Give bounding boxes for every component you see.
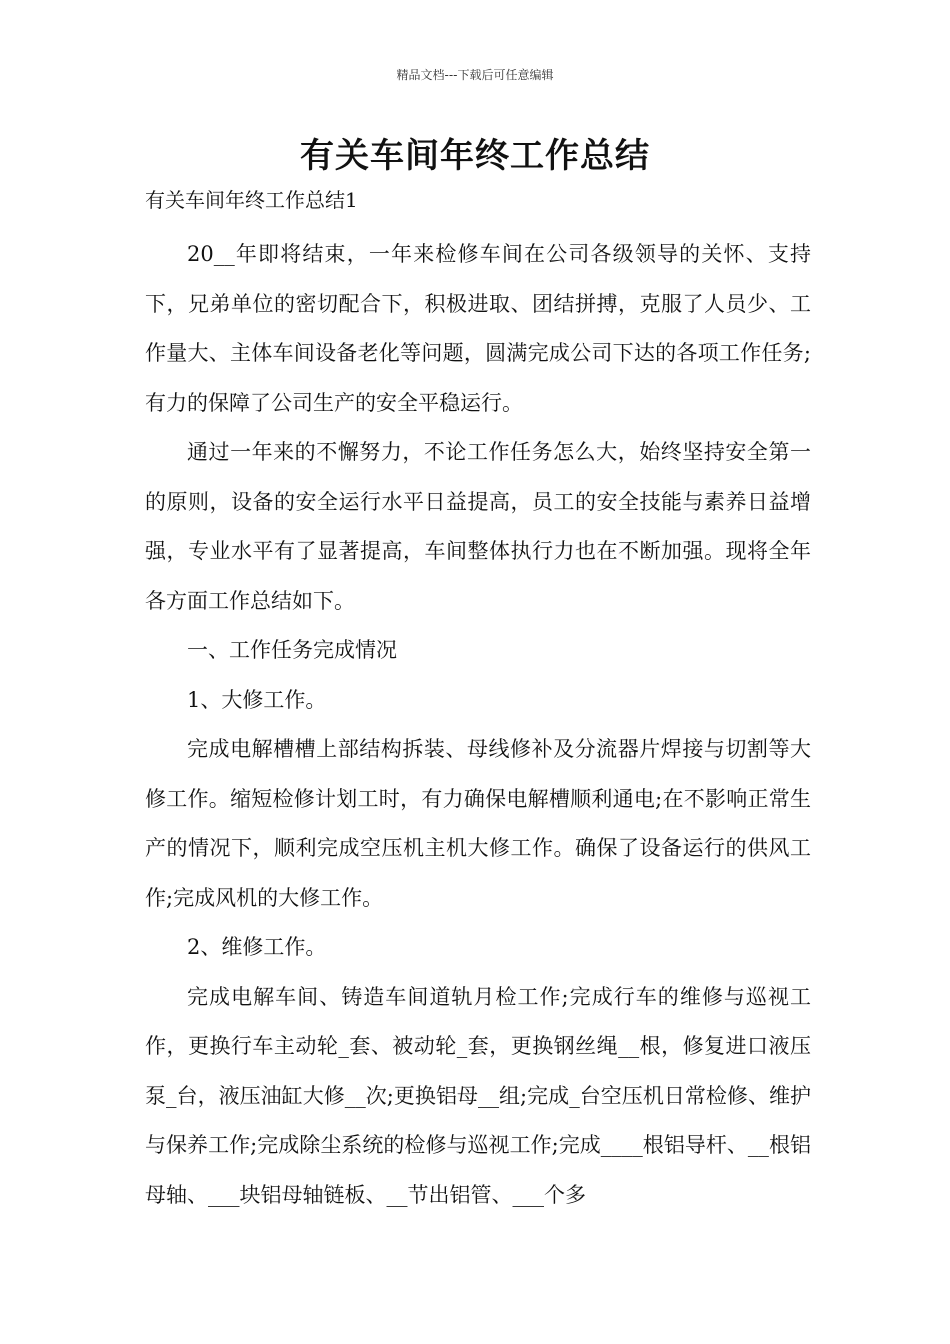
heading-task-completion: 一、工作任务完成情况 — [187, 638, 397, 662]
paragraph-intro: 20__年即将结束，一年来检修车间在公司各级领导的关怀、支持下，兄弟单位的密切配合下，积极进取、团结拼搏，克服了人员少、工作量大、主体车间设备老化等问题，圆满完成公司下达的各项工作任务;有力的保障了公司生产的安全平稳运行。 — [145, 242, 811, 415]
section-subtitle: 有关车间年终工作总结1 — [145, 188, 358, 212]
heading-overhaul: 1、大修工作。 — [187, 687, 327, 712]
document-body — [145, 180, 811, 1220]
document-title: 有关车间年终工作总结 — [300, 136, 650, 176]
paragraph-summary: 通过一年来的不懈努力，不论工作任务怎么大，始终坚持安全第一的原则，设备的安全运行水平日益提高，员工的安全技能与素养日益增强，专业水平有了显著提高，车间整体执行力也在不断加强。现将全年各方面工作总结如下。 — [145, 440, 811, 613]
heading-maintenance: 2、维修工作。 — [187, 935, 327, 959]
header-note: 精品文档---下载后可任意编辑 — [396, 68, 554, 82]
paragraph-maintenance: 完成电解车间、铸造车间道轨月检工作;完成行车的维修与巡视工作，更换行车主动轮_套、被动轮_套，更换钢丝绳__根，修复进口液压泵_台，液压油缸大修__次;更换铝母__组;完成_台空压机日常检修、维护与保养工作;完成除尘系统的检修与巡视工作;完成____根铝导杆、__根铝母轴、___块铝母轴链板、__节出铝管、___个多 — [145, 984, 811, 1207]
paragraph-overhaul: 完成电解槽槽上部结构拆装、母线修补及分流器片焊接与切割等大修工作。缩短检修计划工时，有力确保电解槽顺利通电;在不影响正常生产的情况下，顺利完成空压机主机大修工作。确保了设备运行的供风工作;完成风机的大修工作。 — [145, 737, 811, 910]
